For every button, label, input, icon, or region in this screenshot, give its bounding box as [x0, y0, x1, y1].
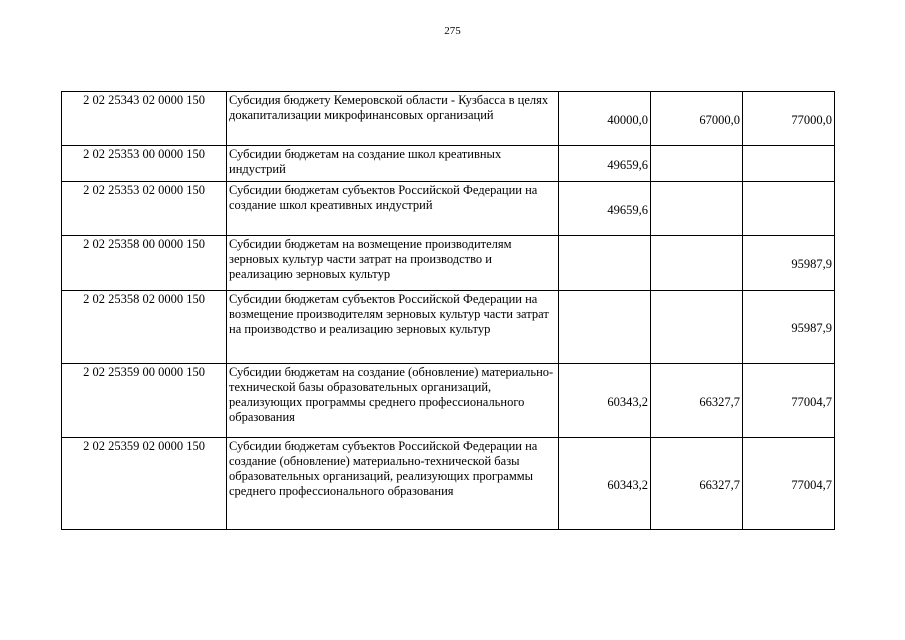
income-code: 2 02 25359 02 0000 150 [62, 438, 227, 530]
table-row [62, 438, 835, 530]
income-code: 2 02 25358 00 0000 150 [62, 236, 227, 291]
table-row [62, 182, 835, 236]
income-name: Субсидии бюджетам на создание (обновление) материально-технической базы образовательных организаций, реализующих программы среднего профессионального образования [227, 364, 559, 438]
table-row [62, 146, 835, 182]
budget-table [61, 91, 835, 530]
amount-year-2: 66327,7 [651, 364, 743, 438]
page-number: 275 [444, 25, 461, 37]
income-name: Субсидии бюджетам субъектов Российской Федерации на создание (обновление) материально-технической базы образовательных организаций, реализующих программы среднего профессионального образования [227, 438, 559, 530]
amount-year-3 [743, 146, 835, 182]
income-code: 2 02 25353 02 0000 150 [62, 182, 227, 236]
table-row [62, 92, 835, 146]
income-name: Субсидии бюджетам на возмещение производителям зерновых культур части затрат на производство и реализацию зерновых культур [227, 236, 559, 291]
income-code: 2 02 25359 00 0000 150 [62, 364, 227, 438]
income-code: 2 02 25353 00 0000 150 [62, 146, 227, 182]
table-row [62, 291, 835, 364]
amount-year-1: 49659,6 [559, 146, 651, 182]
amount-year-3 [743, 182, 835, 236]
amount-year-3: 95987,9 [743, 291, 835, 364]
amount-year-2: 67000,0 [651, 92, 743, 146]
amount-year-1: 49659,6 [559, 182, 651, 236]
amount-year-3: 77000,0 [743, 92, 835, 146]
income-code: 2 02 25343 02 0000 150 [62, 92, 227, 146]
amount-year-3: 77004,7 [743, 438, 835, 530]
amount-year-2 [651, 146, 743, 182]
income-name: Субсидии бюджетам субъектов Российской Федерации на создание школ креативных индустрий [227, 182, 559, 236]
amount-year-1: 40000,0 [559, 92, 651, 146]
income-code: 2 02 25358 02 0000 150 [62, 291, 227, 364]
income-name: Субсидии бюджетам субъектов Российской Федерации на возмещение производителям зерновых культур части затрат на производство и реализацию зерновых культур [227, 291, 559, 364]
amount-year-2 [651, 182, 743, 236]
amount-year-1: 60343,2 [559, 364, 651, 438]
amount-year-1 [559, 236, 651, 291]
amount-year-1: 60343,2 [559, 438, 651, 530]
amount-year-2 [651, 236, 743, 291]
amount-year-3: 95987,9 [743, 236, 835, 291]
amount-year-2: 66327,7 [651, 438, 743, 530]
income-name: Субсидия бюджету Кемеровской области - Кузбасса в целях докапитализации микрофинансовых организаций [227, 92, 559, 146]
amount-year-1 [559, 291, 651, 364]
income-name: Субсидии бюджетам на создание школ креативных индустрий [227, 146, 559, 182]
amount-year-2 [651, 291, 743, 364]
amount-year-3: 77004,7 [743, 364, 835, 438]
table-row [62, 236, 835, 291]
table-row [62, 364, 835, 438]
